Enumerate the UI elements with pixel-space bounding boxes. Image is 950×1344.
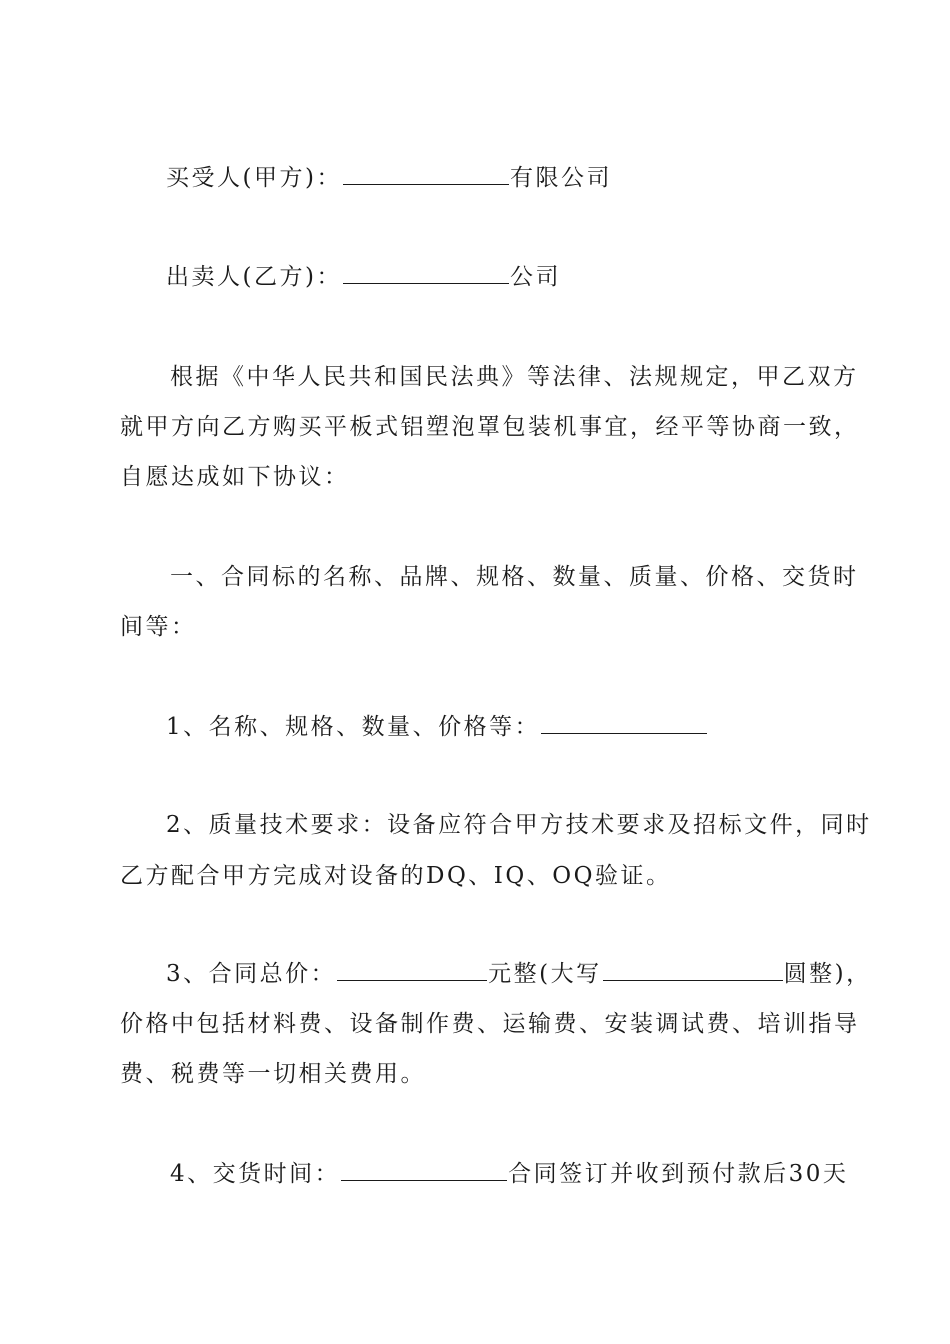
item2-line-2: 乙方配合甲方完成对设备的DQ、IQ、OQ验证。 (120, 863, 672, 889)
item3-price-blank (337, 958, 487, 981)
item3-line-2: 价格中包括材料费、设备制作费、运输费、安装调试费、培训指导 (120, 1011, 860, 1037)
buyer-suffix: 有限公司 (509, 165, 612, 191)
item4-line (170, 1158, 848, 1189)
seller-name-blank (343, 261, 509, 284)
intro-line-1: 根据《中华人民共和国民法典》等法律、法规规定，甲乙双方 (170, 364, 859, 390)
item3-prefix: 3、合同总价： (166, 961, 337, 987)
item3-line-3: 费、税费等一切相关费用。 (120, 1061, 426, 1087)
buyer-line (166, 162, 612, 193)
intro-line-3: 自愿达成如下协议： (120, 464, 350, 490)
seller-line (166, 261, 561, 292)
item1-blank (541, 711, 707, 734)
buyer-label: 买受人(甲方)： (166, 165, 342, 191)
item1-text: 1、名称、规格、数量、价格等： (166, 714, 541, 740)
buyer-name-blank (343, 162, 509, 185)
item2-line-1: 2、质量技术要求：设备应符合甲方技术要求及招标文件，同时 (166, 812, 872, 838)
section1-heading-line-2: 间等： (120, 614, 197, 640)
item3-mid: 元整(大写 (488, 961, 602, 987)
item3-suffix: 圆整)， (783, 961, 872, 987)
item3-uppercase-blank (603, 958, 783, 981)
item4-blank (341, 1158, 507, 1181)
item1-line (166, 711, 708, 742)
item3-line-1 (166, 958, 872, 989)
seller-suffix: 公司 (509, 264, 561, 290)
section1-heading-line-1: 一、合同标的名称、品牌、规格、数量、质量、价格、交货时 (170, 564, 859, 590)
intro-line-2: 就甲方向乙方购买平板式铝塑泡罩包装机事宜，经平等协商一致， (120, 414, 860, 440)
item4-suffix: 合同签订并收到预付款后30天 (508, 1161, 849, 1187)
item4-prefix: 4、交货时间： (170, 1161, 341, 1187)
seller-label: 出卖人(乙方)： (166, 264, 342, 290)
